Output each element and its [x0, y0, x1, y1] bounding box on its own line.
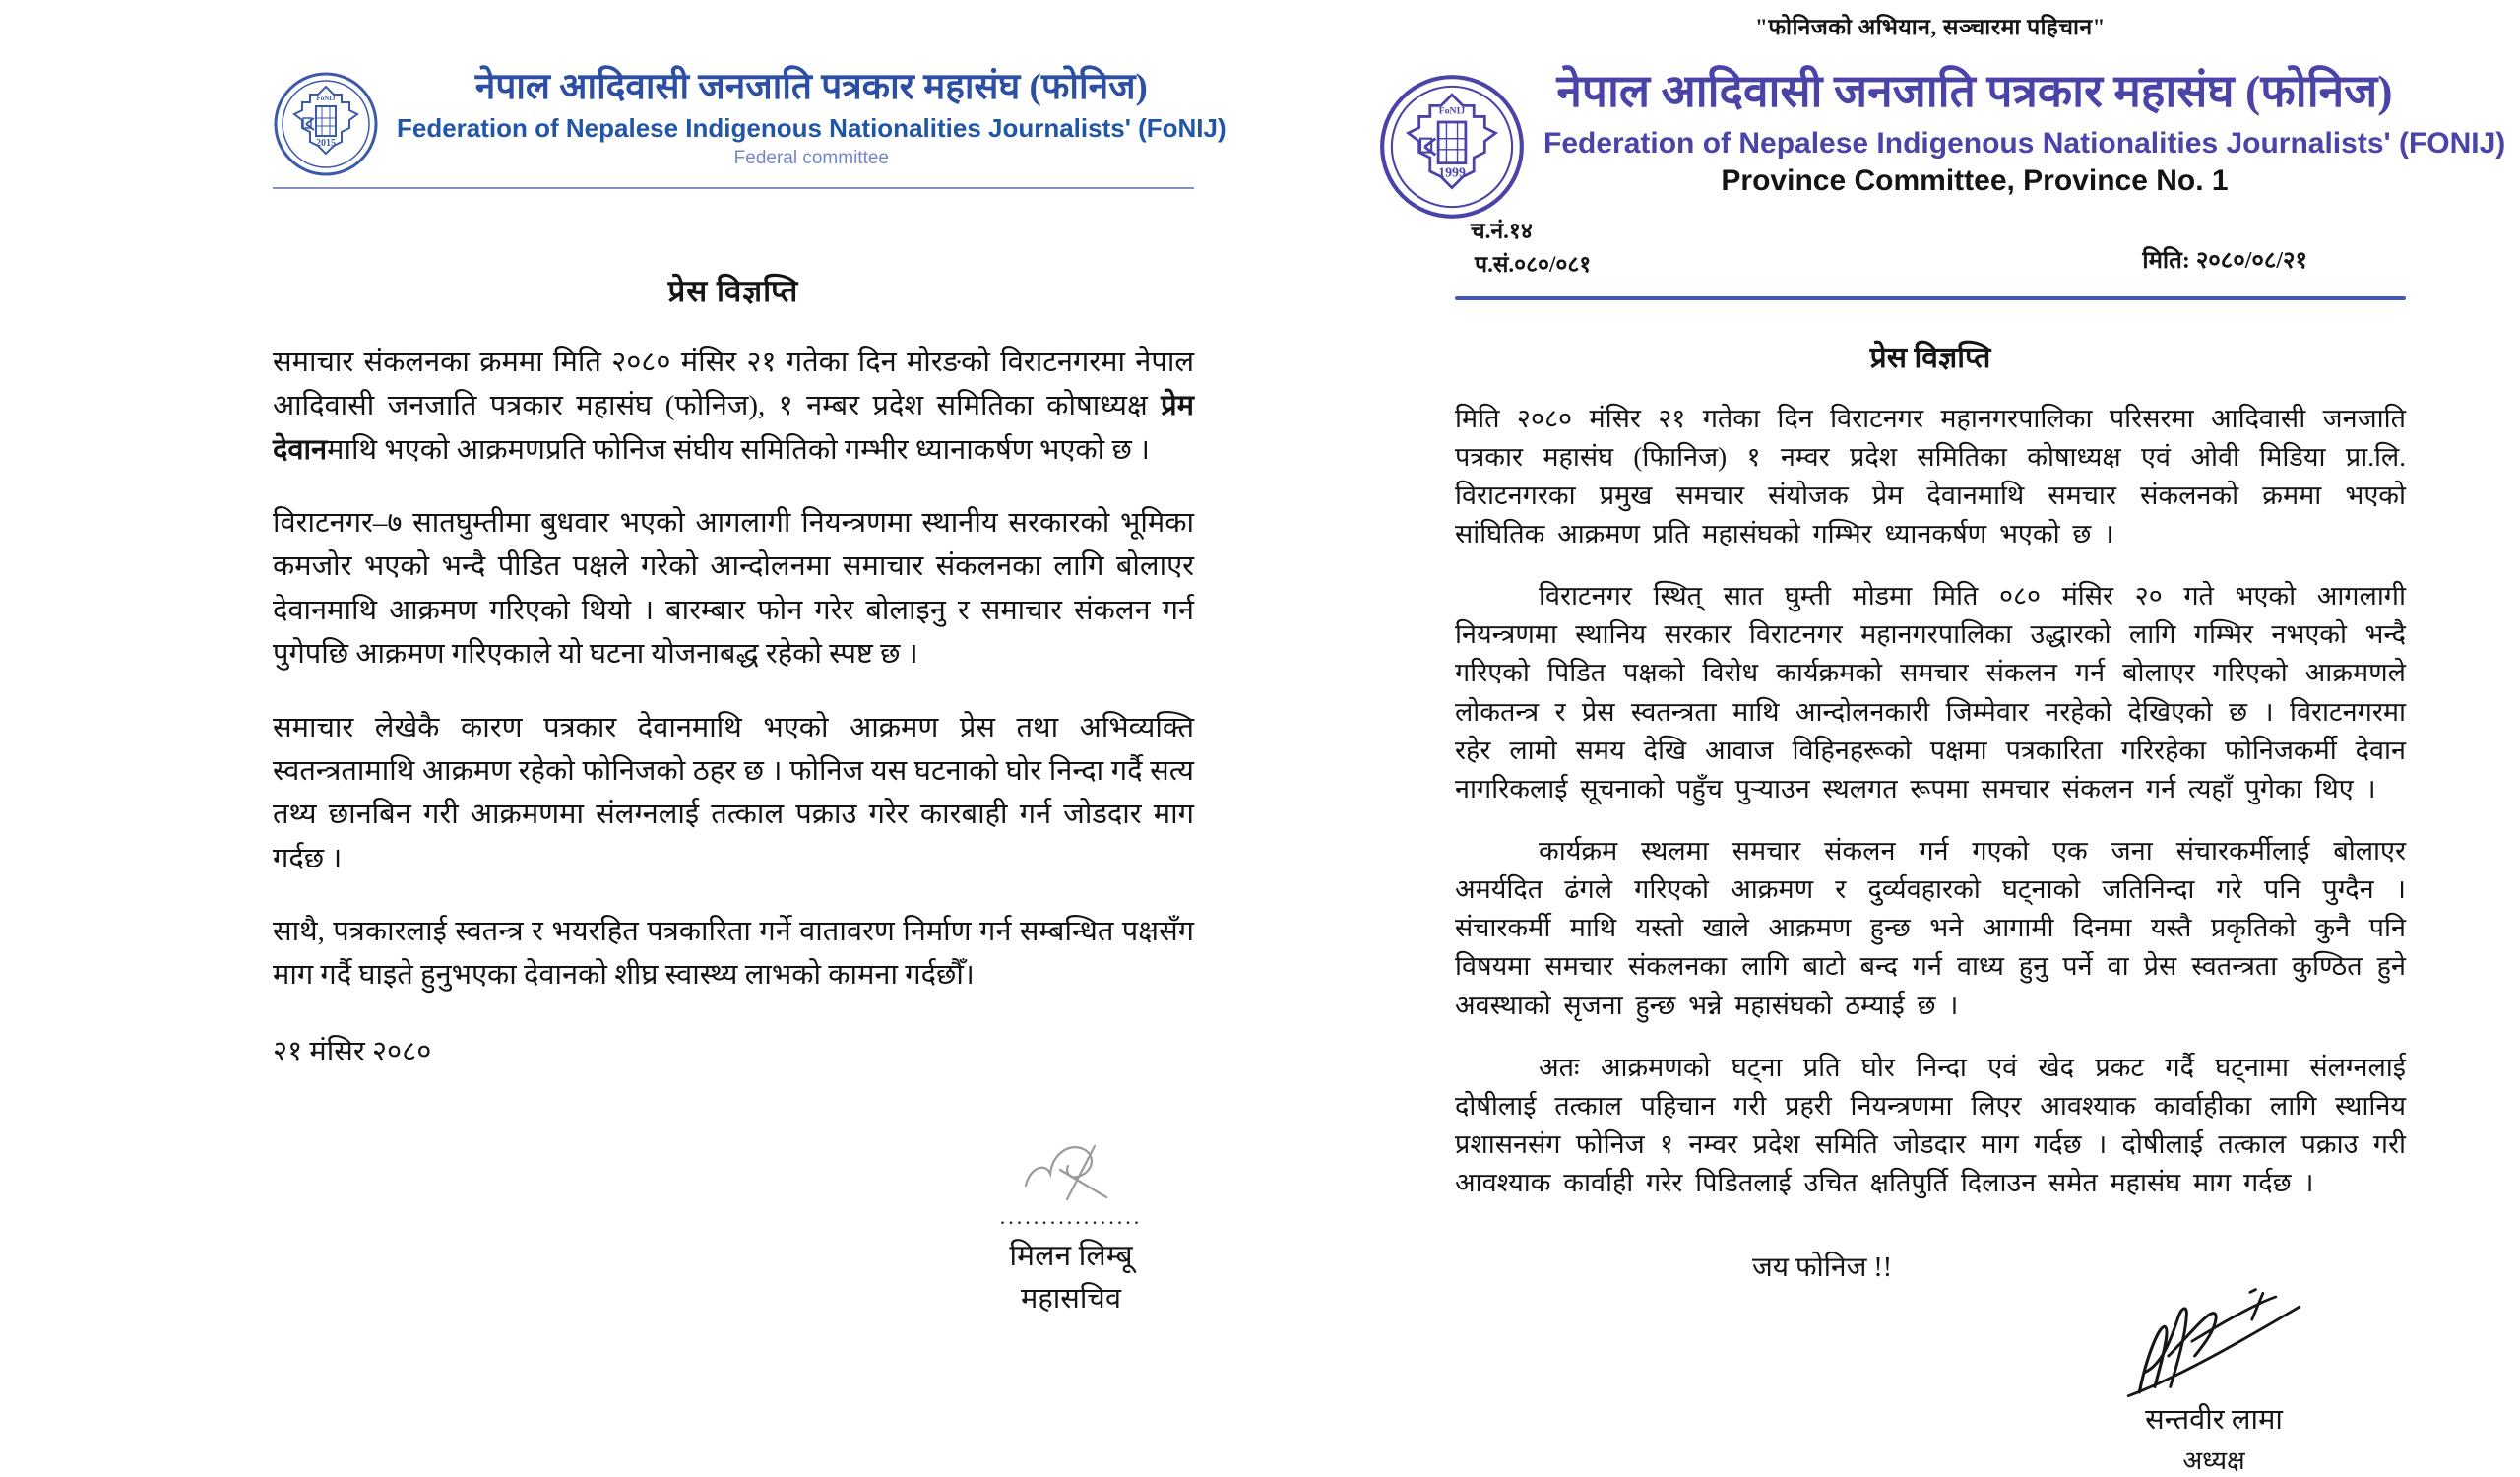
letter-number: प.सं.०८०/०८१	[1475, 251, 1592, 277]
paragraph-1	[273, 341, 1194, 472]
closing-slogan: जय फोनिज !!	[1751, 1252, 1893, 1284]
slogan: "फोनिजको अभियान, सञ्चारमा पहिचान"	[1755, 15, 2106, 39]
org-name-nepali: नेपाल आदिवासी जनजाति पत्रकार महासंघ (फोनिज)	[474, 67, 1148, 107]
paragraph-4: साथै, पत्रकारलाई स्वतन्त्र र भयरहित पत्रकारिता गर्ने वातावरण निर्माण गर्न सम्बन्धित पक्षसँग माग गर्दै घाइते हुनुभएका देवानको शीघ्र स्वास्थ्य लाभको कामना गर्दछौँ।	[273, 915, 1194, 992]
fonij-seal-2015-icon	[273, 71, 379, 177]
paragraph-1: मिति २०८० मंसिर २१ गतेका दिन विराटनगर महानगरपालिका परिसरमा आदिवासी जनजाति पत्रकार महासंघ (फिानिज) १ नम्वर प्रदेश समितिका कोषाध्यक्ष एवं ओवी मिडिया प्रा.लि. विराटनगरका प्रमुख समचार संयोजक प्रेम देवानमाथि समचार संकलनको क्रममा भएको सांघितिक आक्रमण प्रति महासंघको गम्भिर ध्यानकर्षण भएको छ ।	[1455, 403, 2406, 549]
paragraph-3: समाचार लेखेकै कारण पत्रकार देवानमाथि भएको आक्रमण प्रेस तथा अभिव्यक्ति स्वतन्त्रतामाथि आक्रमण रहेको फोनिजको ठहर छ । फोनिज यस घटनाको घोर निन्दा गर्दै सत्य तथ्य छानबिन गरी आक्रमणमा संलग्नलाई तत्काल पक्राउ गरेर कारबाही गर्न जोडदार माग गर्दछ ।	[273, 711, 1194, 874]
letterhead-divider	[1455, 296, 2406, 300]
letterhead-divider	[273, 187, 1194, 189]
left-signature-block	[948, 1119, 1194, 1316]
signature-dotted-line: .................	[999, 1203, 1143, 1229]
letter-date: मिति: २०८०/०८/२१	[2142, 247, 2307, 274]
ref-number: च.नं.१४	[1471, 218, 1533, 243]
right-signature-block	[2061, 1285, 2366, 1477]
seal-abbr: FoNIJ	[316, 95, 336, 102]
seal-year: 1999	[1438, 165, 1466, 181]
org-name-nepali: नेपाल आदिवासी जनजाति पत्रकार महासंघ (फोनिज)	[1556, 66, 2393, 116]
signature-image	[2110, 1285, 2317, 1403]
fonij-seal-1999-icon	[1378, 73, 1526, 221]
signatory-name: सन्तवीर लामा	[2145, 1404, 2283, 1437]
seal-year: 2015	[316, 138, 336, 149]
press-release-province-1	[1438, 10, 2506, 1477]
org-name-english: Federation of Nepalese Indigenous Nationalities Journalists' (FoNIJ)	[397, 112, 1227, 143]
reference-row	[1455, 214, 2406, 285]
committee-name: Province Committee, Province No. 1	[1721, 163, 2229, 197]
left-letterhead	[273, 67, 1227, 177]
paragraph-2: विराटनगर स्थित् सात घुम्ती मोडमा मिति ०८० मंसिर २० गते भएको आगलागी नियन्त्रणमा स्थानिय सरकार विराटनगर महानगरपालिका उद्धारको लागि गम्भिर नभएको भन्दै गरिएको पिडित पक्षको विरोध कार्यक्रमको समचार संकलन गर्न बोलाएर गरिएको आक्रमणले लोकतन्त्र र प्रेस स्वतन्त्रता माथि आन्दोलनकारी जिम्मेवार नरहेको देखिएको छ । विराटनगरमा रहेर लामो समय देखि आवाज विहिनहरूको पक्षमा पत्रकारिता गरिरहेका फोनिजकर्मी देवान नागरिकलाई सूचनाको पहुँच पुऱ्याउन स्थलगत रूपमा समचार संकलन गर्न त्यहाँ पुगेका थिए ।	[1455, 581, 2406, 803]
signatory-title: अध्यक्ष	[2182, 1446, 2245, 1476]
seal-abbr: FoNIJ	[1438, 105, 1466, 117]
signatory-title: महासचिव	[1021, 1282, 1121, 1315]
press-release-heading: प्रेस विज्ञप्ति	[667, 274, 799, 308]
paragraph-3: कार्यक्रम स्थलमा समचार संकलन गर्न गएको एक जना संचारकर्मीलाई बोलाएर अमर्यदित ढंगले गरिएको आक्रमण र दुर्व्यवहारको घट्नाको जतिनिन्दा गरे पनि पुग्दैन । संचारकर्मी माथि यस्तो खाले आक्रमण हुन्छ भने आगामी दिनमा यस्तै प्रकृतिको कुनै पनि विषयमा समचार संकलनका लागि बाटो बन्द गर्न वाध्य हुनु पर्ने वा प्रेस स्वतन्त्रता कुण्ठित हुने अवस्थाको सृजना हुन्छ भन्ने महासंघको ठम्याई छ ।	[1455, 836, 2406, 1020]
paragraph-1-bold-name: प्रेम देवान	[273, 390, 1194, 466]
press-release-heading: प्रेस विज्ञप्ति	[1869, 341, 1991, 374]
press-release-federal	[273, 67, 1227, 1316]
right-letterhead	[1438, 66, 2506, 198]
signatory-name: मिलन लिम्बू	[1009, 1239, 1133, 1272]
paragraph-1-post: माथि भएको आक्रमणप्रति फोनिज संघीय समितिको गम्भीर ध्यानाकर्षण भएको छ ।	[327, 433, 1151, 466]
paragraph-4: अतः आक्रमणको घट्ना प्रति घोर निन्दा एवं खेद प्रकट गर्दै घट्नामा संलग्नलाई दोषीलाई तत्काल पहिचान गरी प्रहरी नियन्त्रणमा लिएर आवश्याक कार्वाहीका लागि स्थानिय प्रशासनसंग फोनिज १ नम्वर प्रदेश समिति जोडदार माग गर्दछ । दोषीलाई तत्काल पक्राउ गरी आवश्याक कार्वाही गरेर पिडितलाई उचित क्षतिपुर्ति दिलाउन समेत महासंघ माग गर्दछ ।	[1455, 1052, 2406, 1198]
left-org-titles	[397, 67, 1227, 169]
org-name-english: Federation of Nepalese Indigenous Nationalities Journalists' (FONIJ)	[1544, 126, 2506, 160]
committee-name: Federal committee	[733, 147, 889, 168]
left-body	[273, 341, 1194, 997]
paragraph-1-pre: समाचार संकलनका क्रममा मिति २०८० मंसिर २१ गतेका दिन मोरङको विराटनगरमा नेपाल आदिवासी जनजाति पत्रकार महासंघ (फोनिज), १ नम्बर प्रदेश समितिका कोषाध्यक्ष	[273, 347, 1194, 422]
right-body	[1455, 400, 2406, 1203]
paragraph-2: विराटनगर–७ सातघुम्तीमा बुधवार भएको आगलागी नियन्त्रणमा स्थानीय सरकारको भूमिका कमजोर भएको भन्दै पीडित पक्षले गरेको आन्दोलनमा समाचार संकलनका लागि बोलाएर देवानमाथि आक्रमण गरिएको थियो । बारम्बार फोन गरेर बोलाइनु र समाचार संकलन गर्न पुगेपछि आक्रमण गरिएकाले यो घटना योजनाबद्ध रहेको स्पष्ट छ ।	[273, 507, 1194, 671]
release-date: २१ मंसिर २०८०	[273, 1035, 432, 1067]
signature-image	[1012, 1119, 1130, 1212]
